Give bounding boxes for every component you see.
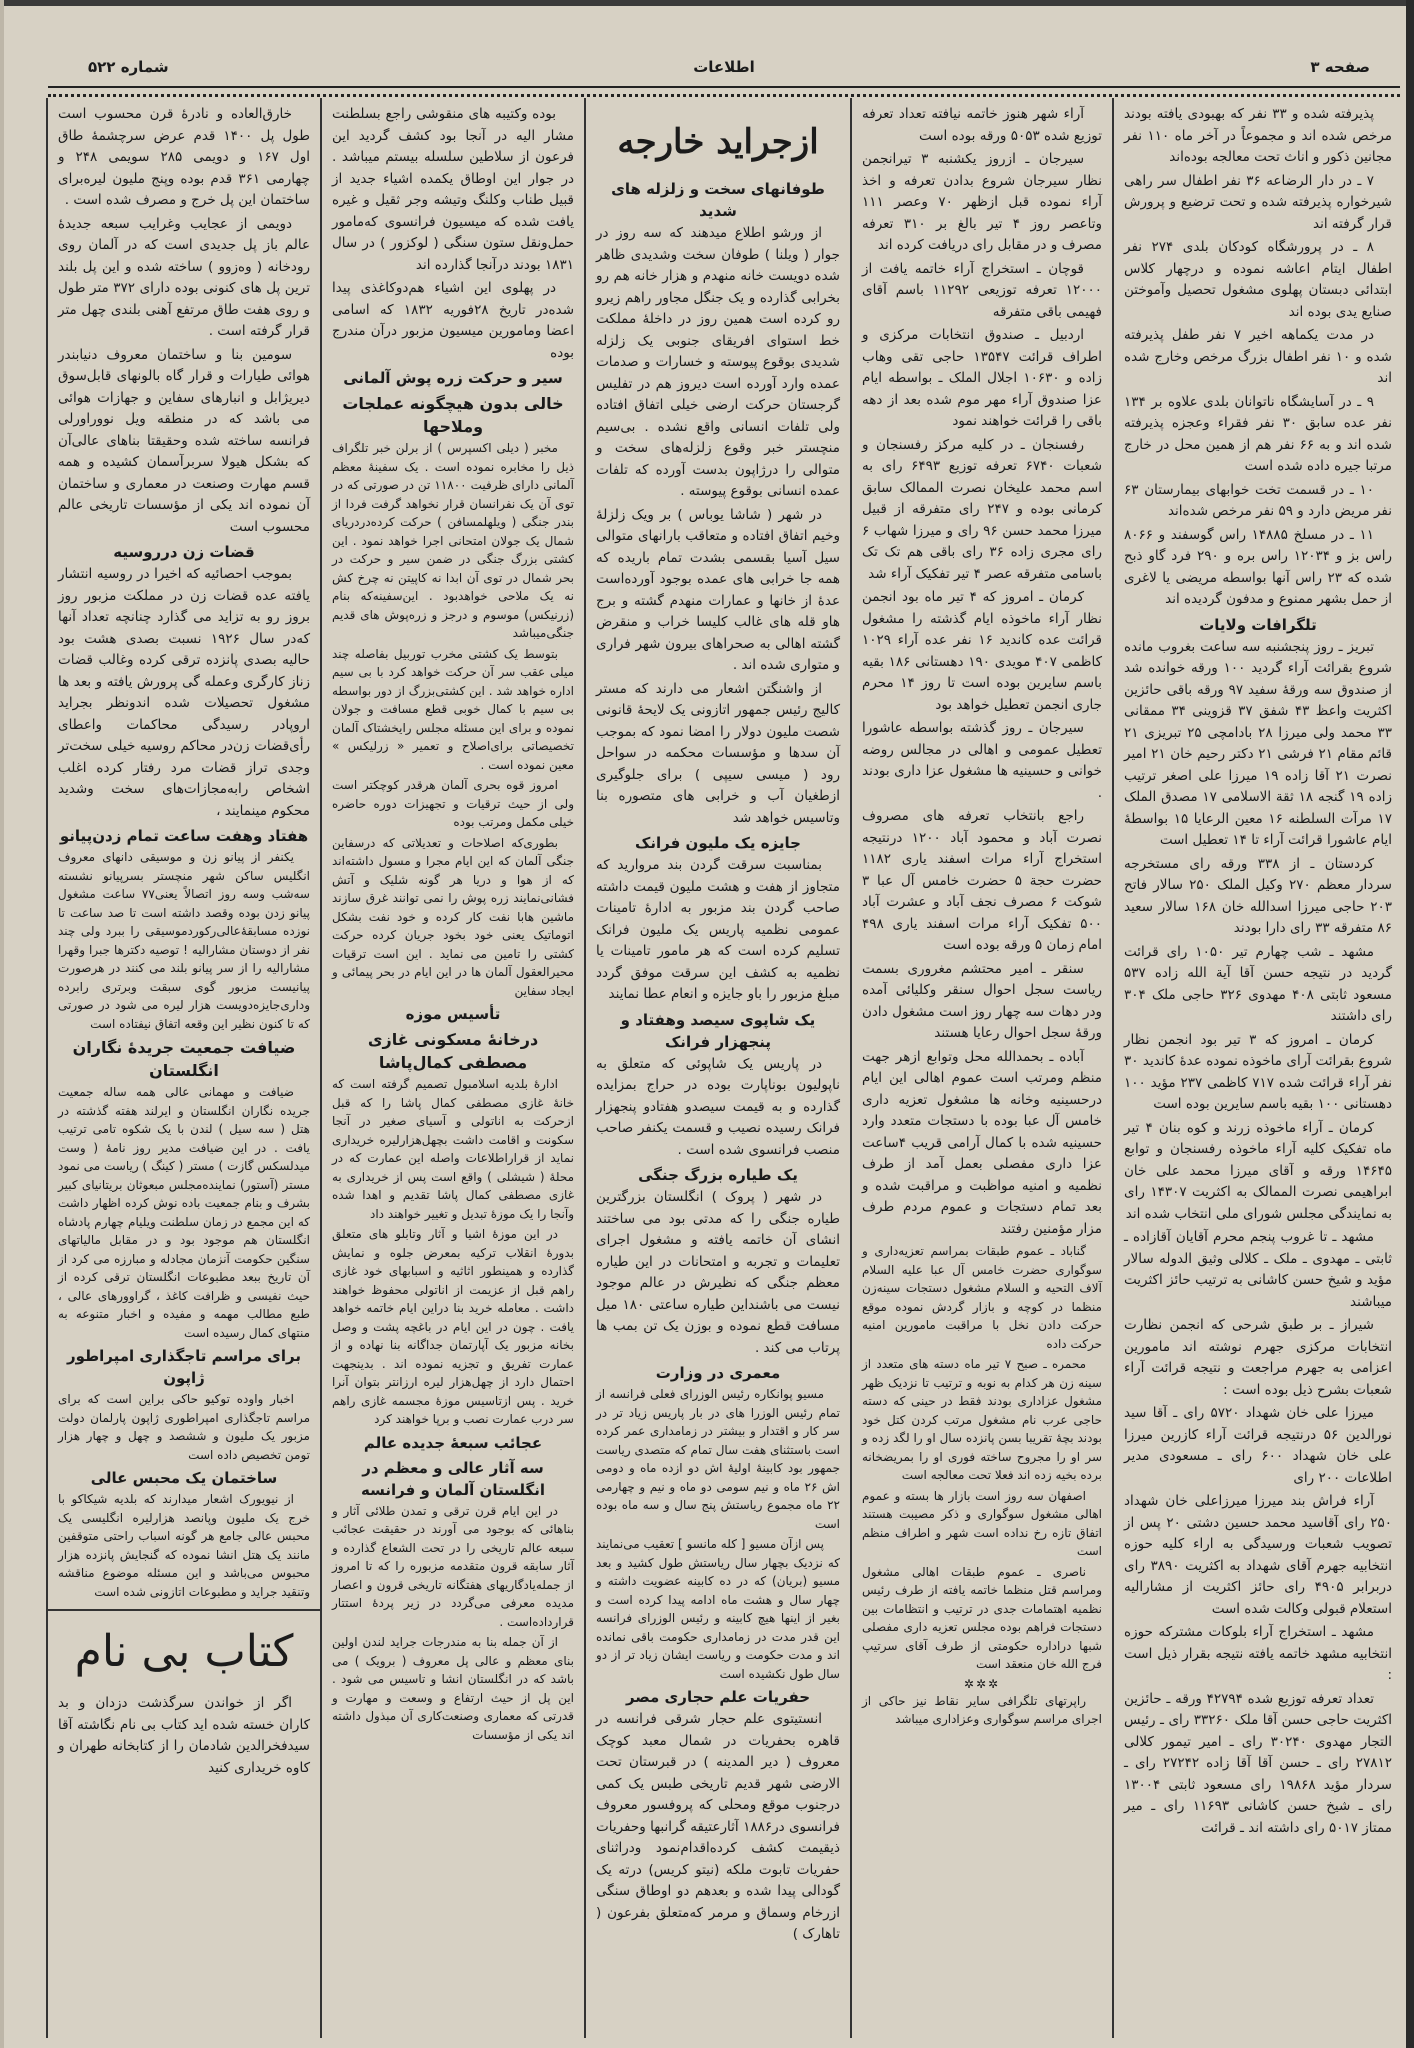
article-paragraph: راجع بانتخاب تعرفه های مصروف نصرت آباد و محمود آباد ۱۲۰۰ درنتیجه استخراج آراء مرات اسفند یاری ۱۱۸۲ حضرت حجة ۵ حضرت خامس آل عبا ۳ شوکت ۶ مصرف نجف آباد و عشرت آباد ۵۰۰ تفکیک آراء مرات اسفند یاری ۴۹۸ امام زمان ۵ ورقه بوده است <box>862 808 1102 953</box>
article-headline: سه آثار عالی و معظم در انگلستان آلمان و فرانسه <box>361 1458 545 1499</box>
article-paragraph: محمره ـ صبح ۷ تیر ماه دسته های متعدد از سینه زن هر کدام به نوبه و ترتیب تا نزدیک ظهر مشغول عزاداری بودند فقط در حینی که دسته حاجی عرب نام مشغول مرتب کردن کتل خود بودند بچهٔ تقریبا بسن پانزده سال او را لگد زده و سر او را مجروح ساخته فوری او را بمریضخانه برده بخیه زده اند فعلا تحت معالجه است <box>862 1357 1102 1482</box>
article-paragraph: رفسنجان ـ در کلیه مرکز رفسنجان و شعبات ۶۷۴۰ تعرفه توزیع ۶۴۹۳ رای به اسم محمد علیخان نصرت الممالک سابق کرمانی بوده و ۲۴۷ رای متفرقه از قبیل میرزا محمد حسن ۹۶ رای و میرزا شهاب ۶ رای مجری زاده ۳۶ رای باقی هم تک تک باسامی متفرقه عصر ۴ تیر تفکیک آراء شد <box>862 436 1103 582</box>
article-paragraph: کرمان ـ امروز که ۴ تیر ماه بود انجمن نظار آراء ماخوذه ایام گذشته را مشغول قرائت عده کاندید ۱۶ نفر عده آراء ۱۰۲۹ کاظمی ۴۰۷ مویدی ۱۹۰ دهستانی ۱۸۶ بقیه باسم سایرین بوده است تا روز ۱۴ محرم جاری انجمن تعطیل خواهد بود <box>862 589 1102 713</box>
article-headline: معمری در وزارت <box>655 1364 781 1382</box>
article-paragraph: کردستان ـ از ۳۳۸ ورقه رای مستخرجه سردار معظم ۲۷۰ وکیل الملک ۲۵۰ سالار فاتح ۲۰۳ حاجی میرزا اسدالله خان ۱۶۸ سالار سعید ۸۶ متفرقه ۳۳ رای دارا بودند <box>1124 855 1392 936</box>
article-paragraph: پذیرفته شده و ۳۳ نفر که بهبودی یافته بودند مرخص شده اند و مجموعاً در آخر ماه ۱۱۰ نفر مجانین ذکور و اناث تحت معالجه بوده‌اند <box>1124 106 1392 165</box>
column-2 <box>850 98 1112 2038</box>
article-paragraph: مشهد ـ تا غروب پنجم محرم آقایان آقازاده ـ ثابتی ـ مهدوی ـ ملک ـ کلالی وثیق الدوله سالار مؤید و شیخ حسن کاشانی به ترتیب حائز اکثریت میباشند <box>1124 1229 1392 1310</box>
article-paragraph: بموجب احصائیه که اخیرا در روسیه انتشار یافته عده قضات زن در مملکت مزبور روز بروز رو به تزاید می گذارد چنانچه تعداد آنها که‌در سال ۱۹۲۶ نسبت بصدی هشت بود حالیه بصدی پانزده ترقی کرده وغالب قضات زناز کارگری وعمله گی پرورش یافته و بعد ها مشغول تحصیلات شده اندونظر بجراید اروپادر رسیدگی محاکمات واعطای رأی‌قضات زن‌در محاکم روسیه خیلی سخت‌تر وجدی تراز قضات مرد رفتار کرده اغلب اشخاص رابه‌مجازات‌های سخت وشدید محکوم مینمایند ، <box>58 566 311 819</box>
article-paragraph: ۷ ـ در دار الرضاعه ۳۶ نفر اطفال سر راهی شیرخواره پذیرفته شده و تحت ترضیع و پرورش قرار گرفته اند <box>1124 172 1392 232</box>
article-headline: سیر و حرکت زره پوش آلمانی <box>343 369 563 387</box>
issue-number: شماره ۵۲۲ <box>88 58 169 76</box>
article-paragraph: از آن جمله بنا به مندرجات جراید لندن اولین بنای معظم و عالی پل معروف ( برویک ) می باشد که در انگلستان انشا و تاسیس می شود . این پل از حیث ارتفاع و وسعت و مهارت و قدرتی که معماری وصنعت‌کاری آن مبذول داشته اند یکی از مؤسسات <box>332 1635 574 1742</box>
article-headline: ضیافت جمعیت جریدهٔ نگاران انگلستان <box>72 1038 296 1080</box>
article-paragraph: اصفهان سه روز است بازار ها بسته و عموم اهالی مشغول سوگواری و ذکر مصیبت هستند اتفاق تازه رخ نداده است شهر و اطراف منظم است <box>862 1488 1102 1558</box>
article-headline: طوفانهای سخت و زلزله های شدید <box>611 180 825 220</box>
article-headline: یک طیاره بزرگ جنگی <box>638 1166 798 1184</box>
article-headline: ساختمان یک محبس عالی <box>90 1469 278 1487</box>
article-paragraph: میرزا علی خان شهداد ۵۷۲۰ رای ـ آقا سید نورالدین ۵۶ درنتیجه قرائت آراء کازرین میرزا علی خان شهداد ۶۰۰ رای ـ مسعودی مدیر اطلاعات ۲۰۰ رای <box>1124 1405 1393 1486</box>
article-paragraph: در پهلوی این اشیاء هم‌دوکاغذی پیدا شده‌در تاریخ ۲۸فوریه ۱۸۳۲ که اسامی اعضا ومامورین میسیون مزبور درآن مندرج بوده <box>332 280 575 361</box>
article-paragraph: سنقر ـ امیر محتشم مغروری بسمت ریاست سجل احوال سنقر وکلیائی آمده ودر دهات سه چهار روز است مشغول دادن ورقهٔ سجل احوال رعایا هستند <box>862 960 1102 1041</box>
article-headline: تأسیس موزه <box>405 1005 501 1023</box>
article-paragraph: ناصری ـ عموم طبقات اهالی مشغول ومراسم قتل منظما خاتمه یافته از طرف رئیس نظمیه اهتمامات جدی در ترتیب و انتظامات بین دستجات فراهم بوده مجلس تعزیه داری مفصلی شبها دراداره حکومتی از طرف آقای سرتیپ فرج الله خان منعقد است <box>862 1564 1102 1671</box>
article-paragraph: بمناسبت سرقت گردن بند مروارید که متجاوز از هفت و هشت ملیون قیمت داشته صاحب گردن بند مزبور به ادارهٔ تامینات عمومی نظمیه پاریس یک ملیون فرانک تسلیم کرده است که هر مامور تامینات یا نظمیه به کشف این سرقت موفق گردد مبلغ مزبور را باو جایزه و انعام عطا نمایند <box>596 857 840 1002</box>
article-headline: برای مراسم تاجگذاری امپراطور ژاپون <box>67 1347 301 1387</box>
article-paragraph: پس ازآن مسیو [ کله مانسو ] تعقیب می‌نمایند که نزدیک بچهار سال ریاستش طول کشید و بعد مسیو (بریان) که در ده کابینه عضویت داشته و چهار سال و هشت ماه ادامه پیدا کرده است و بغیر از اینها هیچ کابینه و رئیس الوزرای فرانسه این قدر مدت در زمامداری حکومت باقی نمانده اند و مدت حکومت و ریاست ایشان زیاد تر از دو سال طول نکشیده است <box>596 1537 840 1681</box>
column-3 <box>584 98 850 2038</box>
article-paragraph: قوچان ـ استخراج آراء خاتمه یافت از ۱۲۰۰۰ تعرفه توزیعی ۱۱۲۹۲ باسم آقای فهیمی باقی متفرقه <box>862 260 1102 320</box>
advertisement-title: کتاب بی نام <box>74 1626 294 1677</box>
article-paragraph: در شهر ( شاشا یوباس ) بر ویک زلزلهٔ وخیم اتفاق افتاده و متعاقب بارانهای متوالی سیل آسیا بقسمی بشدت تمام باریده که همه جا خرابی های عمده بوجود آورده‌است عدهٔ از خانها و عمارات منهدم گشته و برج هاو قله های غالب کلیسا خراب و منقرض گشته اهالی به صحراهای بیرون شهر فراری و متواری شده اند . <box>596 506 840 673</box>
divider <box>48 1609 320 1611</box>
article-paragraph: ضیافت و مهمانی عالی همه ساله جمعیت جریده نگاران انگلستان و ایرلند هفته گذشته در هتل ( سه سیل ) لندن با یک شکوه تامی ترتیب یافت . در این ضیافت مدیر روز نامهٔ ( وست میدلسکس گازت ) مستر ( کینگ ) ریاست می نمود مستر (آستور) نماینده‌مجلس مبعوثان بریتانیای کبیر بشرف و بنام جمعیت باده نوش کرده اظهار داشت که این مجمع در زمان سلطنت ویلیام چهارم پادشاه انگلستان هم موجود بود و در مقابل مالیاتهای سنگین حکومت آنزمان مجادله و مبارزه می کرد از آن تاریخ ببعد مطبوعات انگلستان ترقی کرده از حیث نفیسی و ظرافت کاغذ ، گراوورهای عالی ، طبع مطالب مهمه و مفیده و اخبار متنوعه به منتهای کمال رسیده است <box>58 1085 310 1340</box>
article-paragraph: در پاریس یک شاپوئی که متعلق به ناپولیون بوناپارت بوده در حراج بمزایده گذارده و به قیمت سیصدو هفتادو پنجهزار فرانک رسیده نصیب و قسمت یکنفر صاحب منصب فرانسوی شده است . <box>596 1055 840 1158</box>
article-paragraph: مشهد ـ شب چهارم تیر ۱۰۵۰ رای قرائت گردید در نتیجه حسن آقا آیة الله زاده ۵۳۷ مسعود ثابتی ۴۰۸ مهدوی ۳۲۶ حاجی ملک ۳۰۴ رای داشتند <box>1124 943 1392 1024</box>
scan-top-edge <box>0 0 1414 6</box>
article-paragraph: راپرتهای تلگرافی سایر نقاط نیز حاکی از اجرای مراسم سوگواری وعزاداری میباشد <box>862 1693 1102 1726</box>
article-headline: یک شاپوی سیصد وهفتاد و پنجهزار فرانک <box>620 1010 816 1051</box>
article-paragraph: کرمان ـ امروز که ۳ تیر بود انجمن نظار شروع بقرائت آرای ماخوذه نموده عدهٔ کاندید ۳۰ نفر آراء قرائت شده ۷۱۷ کاظمی ۲۳۷ مؤید ۱۰۰ دهستانی ۱۰۰ بقیه باسم سایرین بوده است <box>1124 1031 1392 1112</box>
article-paragraph: ۱۰ ـ در قسمت تخت خوابهای بیمارستان ۶۳ نفر مریض دارد و ۵۹ نفر مرخص شده‌اند <box>1124 481 1392 519</box>
article-paragraph: از نیویورک اشعار میدارند که بلدیه شیکاکو با خرج یک ملیون وپانصد هزارلیره انگلیسی یک محبس عالی جامع هر گونه اسباب راحتی متوقفین مانند یک هتل انشا نموده که گنجایش پانزده هزار محبوس می‌باشد و این مسئله موضوع مناقشه وتنقید جراید و مطبوعات اتازونی شده است <box>58 1492 310 1599</box>
article-paragraph: ۹ ـ در آسایشگاه ناتوانان بلدی علاوه بر ۱۳۴ نفر عده سابق ۳۰ نفر فقراء وعجزه پذیرفته شده اند و به ۶۶ نفر هم از همین محل در خارج مرتبا جیره داده شده است <box>1124 393 1392 474</box>
article-paragraph: در این موزهٔ اشیا و آثار وتابلو های متعلق بدورهٔ انقلاب ترکیه بمعرض جلوه و نمایش گذارده و همینطور اثاثیه و اسبابهای خود غازی راهم قبل از عزیمت از اناتولی محفوظ خواهند داشت . معامله خرید بنا دراین ایام خاتمه خواهد یافت . چون در این ایام در باغچه پشت و وصل بخانه مزبور یک آپارتمان جداگانه بنا نهاده و از عمارت تفریق و تجزیه نموده اند . بدینجهت احتمال دارد از چهل‌هزار لیره ارزانتر بتوان آنرا خرید . پس ازتاسیس موزهٔ مجسمه غازی راهم سر درب عمارت نصب و برپا خواهند کرد <box>332 1227 574 1426</box>
article-paragraph: مسیو پوانکاره رئیس الوزرای فعلی فرانسه از تمام رئیس الوزرا های در بار پاریس زیاد تر در سر کار و اقتدار و بیشتر در زمامداری عمر کرده است باستثنای هفت سال تمام که متصدی ریاست جمهور بود کابینهٔ اولیهٔ اش دو ازده ماه و دومی اش ۲۶ ماه و نیم سومی دو ماه و نیم و چهارمی ۲۲ ماه مجموع ریاستش پنج سال و سه ماه بوده است <box>596 1387 841 1531</box>
article-paragraph: سومین بنا و ساختمان معروف دنیابندر هوائی طیارات و قرار گاه بالونهای قابل‌سوق دیریژابل و انبارهای سفاین و جهازات هوائی می باشد که در منطقه ویل نووراورلی فرانسه ساخته شده وحقیقتا بناهای عالی‌آن که بشکل هیولا سربرآسمان کشیده و همه قسم مهارت وصنعت در معماری و ساختمان آن نموده اند یکی از مؤسسات تاریخی عالم محسوب است <box>58 346 310 535</box>
article-paragraph: ادارهٔ بلدیه اسلامبول تصمیم گرفته است که خانهٔ غازی مصطفی کمال پاشا را که قبل ازحرکت به اناتولی و آسیای صغیر در آنجا سکونت و اقامت داشت بچهل‌هزارلیره خریداری نماید از قراراطلاعات واصله این عمارت که در محلهٔ ( شیشلی ) واقع است پس از خریداری به غازی مصطفی کمال پاشا تقدیم و اهدا شده وآنجا را یک موزهٔ تبدیل و تغییر خواهند داد <box>332 1077 574 1221</box>
article-headline: خالی بدون هیچگونه عملجات وملاحها <box>342 394 564 436</box>
article-paragraph: در شهر ( پروک ) انگلستان بزرگترین طیاره جنگی را که مدتی بود می ساختند انشای آن خاتمه یافته و مشغول اجرای تعلیمات و تجربه و امتحانات در این طیاره معظم جنگی که نظیرش در عالم موجود نیست می باشنداین طیاره ساعتی ۱۸۰ میل مسافت قطع نموده و بوزن یک تن بمب ها پرتاب می کند . <box>596 1189 840 1356</box>
article-paragraph: آراء فراش بند میرزا میرزاعلی خان شهداد ۲۵۰ رای آقاسید محمد حسین دشتی ۲۰ پس از تصویب شعبات ورسیدگی به اراء کلیه حوزه انتخابیه جهرم آقای شهداد به اکثریت ۳۸۹۰ رای دربرابر ۴۹۰۵ رای حائز اکثریت از مشارالیه استعلام قبولی وکالت شده است <box>1124 1493 1392 1617</box>
article-headline: هفتاد وهفت ساعت تمام زدن‌پیانو <box>59 827 309 845</box>
article-paragraph: در این ایام قرن ترقی و تمدن طلائی آثار و بناهائی که بوجود می آورند در حقیقت عجائب سبعه عالم تاریخی را در تحت الشعاع گذارده و آثار سابقه قرون متقدمه مزبوره را که تا امروز از جمله‌یادگاریهای هفتگانه تاریخی قرون و اعصار مدیده معرفی می‌گردد در زیر پردهٔ استتار قرارداده‌است . <box>332 1503 574 1629</box>
article-paragraph: آباده ـ بحمدالله محل وتوابع ازهر جهت منظم ومرتب است عموم اهالی این ایام درحسینیه وخانه ها مشغول تعزیه داری خامس آل عبا بوده با دستجات متعدد وارد حسینیه شده با کمال آرامی قریب ۴ساعت عزا داری مفصلی بعمل آمد از طرف نظمیه و امنیه مواظبت و مراقبت شده و بعد تمام دستجات و عموم مردم طرف مزار مؤمنین رفتند <box>862 1048 1102 1237</box>
scan-right-edge <box>1406 0 1414 2048</box>
page-number: صفحه ۳ <box>1310 58 1370 76</box>
page-header <box>48 58 1400 84</box>
article-headline: قضات زن درروسیه <box>113 543 255 561</box>
article-paragraph: از واشنگتن اشعار می دارند که مستر کالیج رئیس جمهور اتازونی یک لایحهٔ قانونی شصت ملیون دولار را امضا نمود که بموجب آن سدها و مؤسسات محکمه در سواحل رود ( میسی سیپی ) برای جلوگیری ازطغیان آب و خرابی های متصوره بنا وتاسیس خواهد شد <box>596 680 840 826</box>
article-headline: حفریات علم حجاری مصر <box>625 1688 811 1706</box>
newspaper-name: اطلاعات <box>693 58 755 76</box>
article-paragraph: مشهد ـ استخراج آراء بلوکات مشترکه حوزه انتخابیه مشهد خاتمه یافته نتیجه بقرار ذیل است : <box>1124 1624 1392 1683</box>
header-dotted-rule <box>48 86 1400 97</box>
article-paragraph: از ورشو اطلاع میدهند که سه روز در جوار ( ویلنا ) طوفان سخت وشدیدی ظاهر شده دویست خانه منهدم و هزار خانه هم رو بخرابی گذارده و یک جنگل مجاور راهم زیرو رو کرده است همین روز در داخلهٔ مملکت خط استوای افریقای جنوبی یک زلزله شدیدی بوقوع پیوسته و خسارات و صدمات عمده وارد آورده است دیروز هم در تفلیس گرجستان حرکت ارضی خیلی اتفاق افتاده ولی تلفات انسانی واقع نشده . بی‌سیم منچستر خبر وقوع زلزله‌های سخت و متوالی را درژاپون بدست آورده که تلفات عمده انسانی بوقوع پیوسته . <box>596 225 840 499</box>
article-paragraph: گناباد ـ عموم طبقات بمراسم تعزیه‌داری و سوگواری حضرت خامس آل عبا علیه السلام آلاف التحیه و السلام مشغول دستجات سینه‌زن منظما در کوچه و بازار گردش نموده موقع حرکت دادن نخل با مراقبت مامورین امنیه حرکت داده <box>862 1244 1102 1351</box>
article-paragraph: انستیتوی علم حجار شرقی فرانسه در قاهره بحفریات در شمال معبد کوچک معروف ( دیر المدینه ) در قبرستان تحت الارضی شهر قدیم تاریخی طبس یک کمی درجنوب موقع ومحلی که پروفسور معروف فرانسوی در۱۸۸۶ آثارعتیقه گرانبها وحفریات ذیقیمت کشف کرده‌اقدام‌نمود ودراثنای حفریات تابوت ملکه (نیتو کریس) درته یک گودالی پیدا شده و بعدهم دو اوطاق سنگی ازرخام وسماق و مرمر که‌متعلق بفرعون ( تاهارک ) <box>596 1711 840 1942</box>
article-paragraph: خارق‌العاده و نادرهٔ قرن محسوب است طول پل ۱۴۰۰ قدم عرض سرچشمهٔ طاق اول ۱۶۷ و دویمی ۲۸۵ سویمی ۲۴۸ و چهارمی ۳۶۱ قدم بوده وپنج ملیون لیره‌برای ساختمان این پل خرج و مصرف شده است . <box>58 106 311 208</box>
article-paragraph: کرمان ـ آراء ماخوذه زرند و کوه بنان ۴ تیر ماه تفکیک کلیه آراء ماخوذه رفسنجان و توابع ۱۴۶۴۵ ورقه و آقای میرزا محمد علی خان ابراهیمی نصرت الممالک به اکثریت ۱۴۳۰۷ رای به نمایندگی مجلس شورای ملی انتخاب شده اند <box>1124 1119 1392 1222</box>
article-headline: درخانهٔ مسکونی غازی مصطفی کمال‌پاشا <box>367 1030 539 1072</box>
article-paragraph: تعداد تعرفه توزیع شده ۴۲۷۹۴ ورقه ـ حائزین اکثریت حاجی حسن آقا ملک ۳۳۲۶۰ رای ـ رئیس التجار مهدوی ۳۰۲۴۰ رای ـ امیر تیمور کلالی ۲۷۸۱۲ رای ـ حسن آقا آقا زاده ۲۷۲۴۲ رای ـ سردار مؤید ۱۹۸۶۸ رای مسعود ثابتی ۱۳۰۰۴ رای ـ شیخ حسن کاشانی ۱۱۶۹۳ رای ـ میر ممتاز ۵۰۱۷ رای داشته اند ـ قرائت <box>1124 1690 1393 1836</box>
article-paragraph: ۱۱ ـ در مسلخ ۱۴۸۸۵ راس گوسفند و ۸۰۶۶ راس بز و ۱۲۰۳۴ راس بره و ۲۹۰ فرد گاو ذبح شده که ۲۳ راس آنها بواسطه مریضی یا لاغری از حمل بشهر ممنوع و مدفون گردیده اند <box>1124 526 1392 607</box>
article-paragraph: اگر از خواندن سرگذشت دزدان و بد کاران خسته شده اید کتاب بی نام نگاشته آقا سیدفخرالدین شادمان را از کتابخانه طهران و کاوه خریداری کنید <box>58 1695 310 1776</box>
article-headline: عجائب سبعهٔ جدیده عالم <box>363 1433 543 1452</box>
article-paragraph: بطوری‌که اصلاحات و تعدیلاتی که درسفاین جنگی آلمان که این ایام مجرا و مسول داشته‌اند که از هوا و دریا هر گونه شلیک و آتش فشانی‌نمایند زره پوش را نمی توانند غرق سازند ماشین هابا نفت کار کرده و خود نفت بشکل اتوماتیک یعنی خود بخود جریان کرده حرکت کشتی را تامین می نماید . این است ترقیات محیرالعقول آلمان ها در این ایام در بحر پیمائی و ایجاد سفاین <box>332 835 574 998</box>
section-separator: ✲✲✲ <box>963 1676 1001 1691</box>
article-paragraph: بوده وکتیبه های منقوشی راجع بسلطنت مشار الیه در آنجا بود کشف گردید این فرعون از سلاطین سلسله بیستم میباشد . در جوار این اوطاق یکمده اشیاء جدید از قبیل طناب وکلنگ وتیشه وجر ثقیل و غیره یافت شده که میسیون فرانسوی که‌مامور حمل‌ونقل ستون سنگی ( لوکزور ) در سال ۱۸۳۱ بودند درآنجا گذارده اند <box>332 106 574 273</box>
column-5 <box>46 98 320 2038</box>
article-paragraph: آراء شهر هنوز خاتمه نیافته تعداد تعرفه توزیع شده ۵۰۵۳ ورقه بوده است <box>862 106 1102 144</box>
scan-left-edge <box>0 0 4 2048</box>
article-paragraph: ۸ ـ در پرورشگاه کودکان بلدی ۲۷۴ نفر اطفال ایتام اعاشه نموده و درچهار کلاس ابتدائی دبستان پهلوی مشغول تحصیل وآموختن صنایع یدی بوده اند <box>1124 239 1392 320</box>
article-paragraph: اخبار واوده توکیو حاکی براین است که برای مراسم تاجگذاری امپراطوری ژاپون پارلمان دولت مزبور یک ملیون و ششصد و چهل و چهار هزار تومن تخصیص داده است <box>58 1392 310 1462</box>
article-paragraph: شیراز ـ بر طبق شرحی که انجمن نظارت انتخابات مرکزی جهرم نوشته اند مامورین اعزامی به جهرم مراجعت و نتیجه قرائت آراء شعبات بشرح ذیل بوده است : <box>1124 1317 1392 1398</box>
article-paragraph: یکنفر از پیانو زن و موسیقی دانهای معروف انگلیس ساکن شهر منچستر بسرپیانو نشسته سه‌شب وسه روز اتصالاً یعنی۷۷ ساعت مشغول پیانو زدن بوده وقصد داشته است تا صد ساعت تا نوزده مسابقهٔ‌عالی‌رکوردموسیقی را ببرد ولی چند نفر از دوستان مشارالیه ! توصیه دکترها جبرا وقهرا مشارالیه را از سر پیانو بلند می کنند در هرصورت پیانیست مزبور گوی سبقت وبرتری رابرده وداری‌جایزه‌دویست هزار لیره می شود در صورتی که تا کنون نظیر این وقعه اتفاق نیفتاده است <box>58 850 310 1031</box>
column-1 <box>1112 98 1402 2038</box>
article-headline: جایزه یک ملیون فرانک <box>635 834 801 852</box>
article-paragraph: بتوسط یک کشتی مخرب توربیل بفاصله چند میلی عقب سر آن حرکت خواهد کرد با بی سیم اداره خواهد شد . این کشتی‌بزرگ از دور بواسطه بی سیم با کمال خوبی قطع مسافت و جولان نموده و برای این مسئله مجلس رایخشتاک آلمان تخصیصاتی برای‌اصلاح و تعمیر « زرلیکس » معین نموده است . <box>332 646 574 772</box>
article-paragraph: امروز قوه بحری آلمان هرقدر کوچکتر است ولی از حیث ترقیات و تجهیزات دوره حاضره خیلی مکمل ومرتب بوده <box>332 778 574 829</box>
article-paragraph: سیرجان ـ روز گذشته بواسطه عاشورا تعطیل عمومی و اهالی در مجالس روضه خوانی و حسینیه ها مشغول عزا داری بودند . <box>862 720 1102 801</box>
column-4 <box>320 98 584 2038</box>
article-paragraph: دویمی از عجایب وغرایب سبعه جدیدهٔ عالم باز پل جدیدی است که در آلمان روی رودخانه ( وه‌زوو ) ساخته شده و این پل بلند ترین پل های کنونی بوده دارای ۳۷۲ متر طول و روی هفت طاق مرتفع آهنی بلندی چهل متر قرار گرفته است . <box>58 215 310 339</box>
article-paragraph: اردبیل ـ صندوق انتخابات مرکزی و اطراف قرائت ۱۳۵۴۷ حاجی تقی وهاب زاده و ۱۰۶۳۰ اجلال الملک ـ بواسطه ایام عزا صندوق آراء مهر موم شده بعد از دهه باقی را قرائت خواهند نمود <box>862 327 1102 429</box>
section-title: ازجراید خارجه <box>617 122 819 162</box>
article-paragraph: در مدت یکماهه اخیر ۷ نفر طفل پذیرفته شده و ۱۰ نفر اطفال بزرگ مرخص وخارج شده اند <box>1124 327 1392 386</box>
article-paragraph: سیرجان ـ ازروز یکشنبه ۳ تیرانجمن نظار سیرجان شروع بدادن تعرفه و اخذ آراء نموده قبل ازظهر ۷۰ وعصر ۱۱۱ وتاعصر روز ۴ تیر بالغ بر ۳۱۰ تعرفه مصرف و در مقابل رای دریافت کرده اند <box>862 151 1103 253</box>
article-paragraph: مخبر ( دیلی اکسپرس ) از برلن خبر تلگراف ذیل را مخابره نموده است . یک سفینهٔ معظم آلمانی دارای ظرفیت ۱۱۸۰۰ تن در صورتی که در توی آن یک نفرانسان قرار نخواهد گرفت فردا از بندر جنگی ( ویلهلمسافن ) حرکت کرده‌دردریای شمال یک جولان امتحانی اجرا خواهد نمود . این کشتی بزرگ جنگی در ضمن سیر و حرکت در بحر شمال در توی آن ابدا نه کاپیتن نه چرخ کش نه یک ملاحی خواهدبود . این‌سفینه‌که بنام (زرنیکس) موسوم و درجز و زره‌پوش های قدیم جنگی‌میباشد <box>332 441 574 640</box>
article-headline: تلگرافات ولایات <box>1199 615 1317 634</box>
article-paragraph: تبریز ـ روز پنجشنبه سه ساعت بغروب مانده شروع بقرائت آراء گردید ۱۰۰ ورقه خوانده شد از صندوق سه ورقهٔ سفید ۹۷ ورقه باقی حائزین اکثریت واعظ ۴۳ شفق ۳۷ قزوینی ۳۴ ممقانی ۳۳ محمد ولی میرزا ۲۸ بادامچی ۲۵ تبریزی ۲۱ قائم مقام ۲۱ فرشی ۲۱ دکتر رحیم خان ۲۱ امیر نصرت ۲۱ آقا زاده ۱۹ میرزا علی اصغر ترتیب زاده ۱۹ گنجه ۱۸ ثقة الاسلامی ۱۷ مصدق الملک ۱۷ مرآت السلطنه ۱۶ معین الرعایا ۱۵ بواسطهٔ ایام عاشورا قرائت آراء تا ۱۴ تعطیل است <box>1124 638 1392 848</box>
